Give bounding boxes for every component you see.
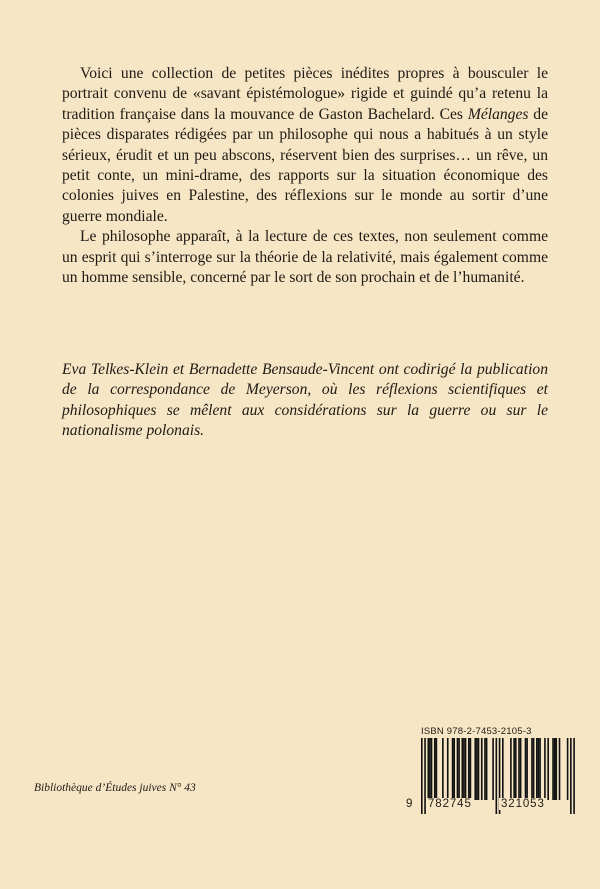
barcode-bar (539, 738, 541, 800)
blurb-p1-end: de pièces disparates rédigées par un philosophe qui nous a habitués à un style sérieux, érudit et un peu abscons, réservent bien des surprises… un rêve, un petit conte, un mini-drame, des rapports sur la situation économique des colonies juives en Palestine, des réflexions sur le monde au sortir d’une guerre mondiale. (62, 105, 548, 225)
blurb-book-title: Mélanges (467, 105, 529, 123)
barcode-bar (484, 738, 486, 800)
barcode-bar (478, 738, 480, 800)
barcode-bar (468, 738, 470, 800)
barcode-bar (536, 738, 538, 800)
barcode-bar (429, 738, 431, 800)
barcode-bar (526, 738, 528, 800)
barcode-bar (436, 738, 438, 800)
barcode-bar (510, 738, 512, 800)
barcode-bar (442, 738, 444, 800)
barcode-bar (554, 738, 556, 800)
barcode-bar (486, 738, 488, 800)
barcode-bar (465, 738, 467, 800)
series-label: Bibliothèque d’Études juives N° 43 (34, 782, 196, 794)
blurb-p1-start: Voici une collection de petites pièces inédites propres à bousculer le portrait convenu de «savant épistémologue» rigide et guindé qu’a retenu la tradition française dans la mouvance de Gaston Bachelard. Ces (62, 65, 548, 123)
barcode-bar (531, 738, 533, 800)
barcode-bar (476, 738, 478, 800)
barcode-bar (544, 738, 546, 800)
barcode-bar (538, 738, 540, 800)
barcode-bar (431, 738, 433, 800)
ean-digits (406, 796, 576, 814)
barcode-bar (452, 738, 454, 800)
barcode-bar (492, 738, 494, 800)
ean-left-group: 782745 (428, 798, 472, 810)
barcode-bar (513, 738, 515, 800)
barcode-bar (547, 738, 549, 800)
barcode-bar (559, 738, 561, 800)
ean-first-digit: 9 (406, 798, 414, 810)
ean-right-group: 321053 (501, 798, 545, 810)
barcode-bar (462, 738, 464, 800)
barcode-bar (552, 738, 554, 800)
back-cover-blurb (62, 64, 548, 288)
barcode-bar (518, 738, 520, 800)
barcode-bar (502, 738, 504, 800)
barcode-bar (453, 738, 455, 800)
barcode-bar (474, 738, 476, 800)
blurb-paragraph-2: Le philosophe apparaît, à la lecture de ces textes, non seulement comme un esprit qui s’interroge sur la théorie de la relativité, mais également comme un homme sensible, concerné par le sort de son prochain et de l’humanité. (62, 228, 548, 287)
barcode-bar (567, 738, 569, 800)
barcode-bar (515, 738, 517, 800)
authors-note: Eva Telkes-Klein et Bernadette Bensaude-Vincent ont codirigé la publication de la correspondance de Meyerson, où les réflexions scientifiques et philosophiques se mêlent aux considérations sur la guerre ou sur le nationalisme polonais. (62, 361, 548, 440)
barcode-bar (533, 738, 535, 800)
barcode-bar (555, 738, 557, 800)
barcode-bar (463, 738, 465, 800)
barcode-bar (434, 738, 436, 800)
barcode-bar (447, 738, 449, 800)
barcode-bar (481, 738, 483, 800)
isbn-label: ISBN 978-2-7453-2105-3 (421, 726, 532, 737)
barcode-bar (427, 738, 429, 800)
barcode-bar (525, 738, 527, 800)
barcode-bar (520, 738, 522, 800)
barcode-bar (470, 738, 472, 800)
blurb-paragraph-1 (62, 64, 548, 227)
barcode-bar (458, 738, 460, 800)
barcode-bar (457, 738, 459, 800)
